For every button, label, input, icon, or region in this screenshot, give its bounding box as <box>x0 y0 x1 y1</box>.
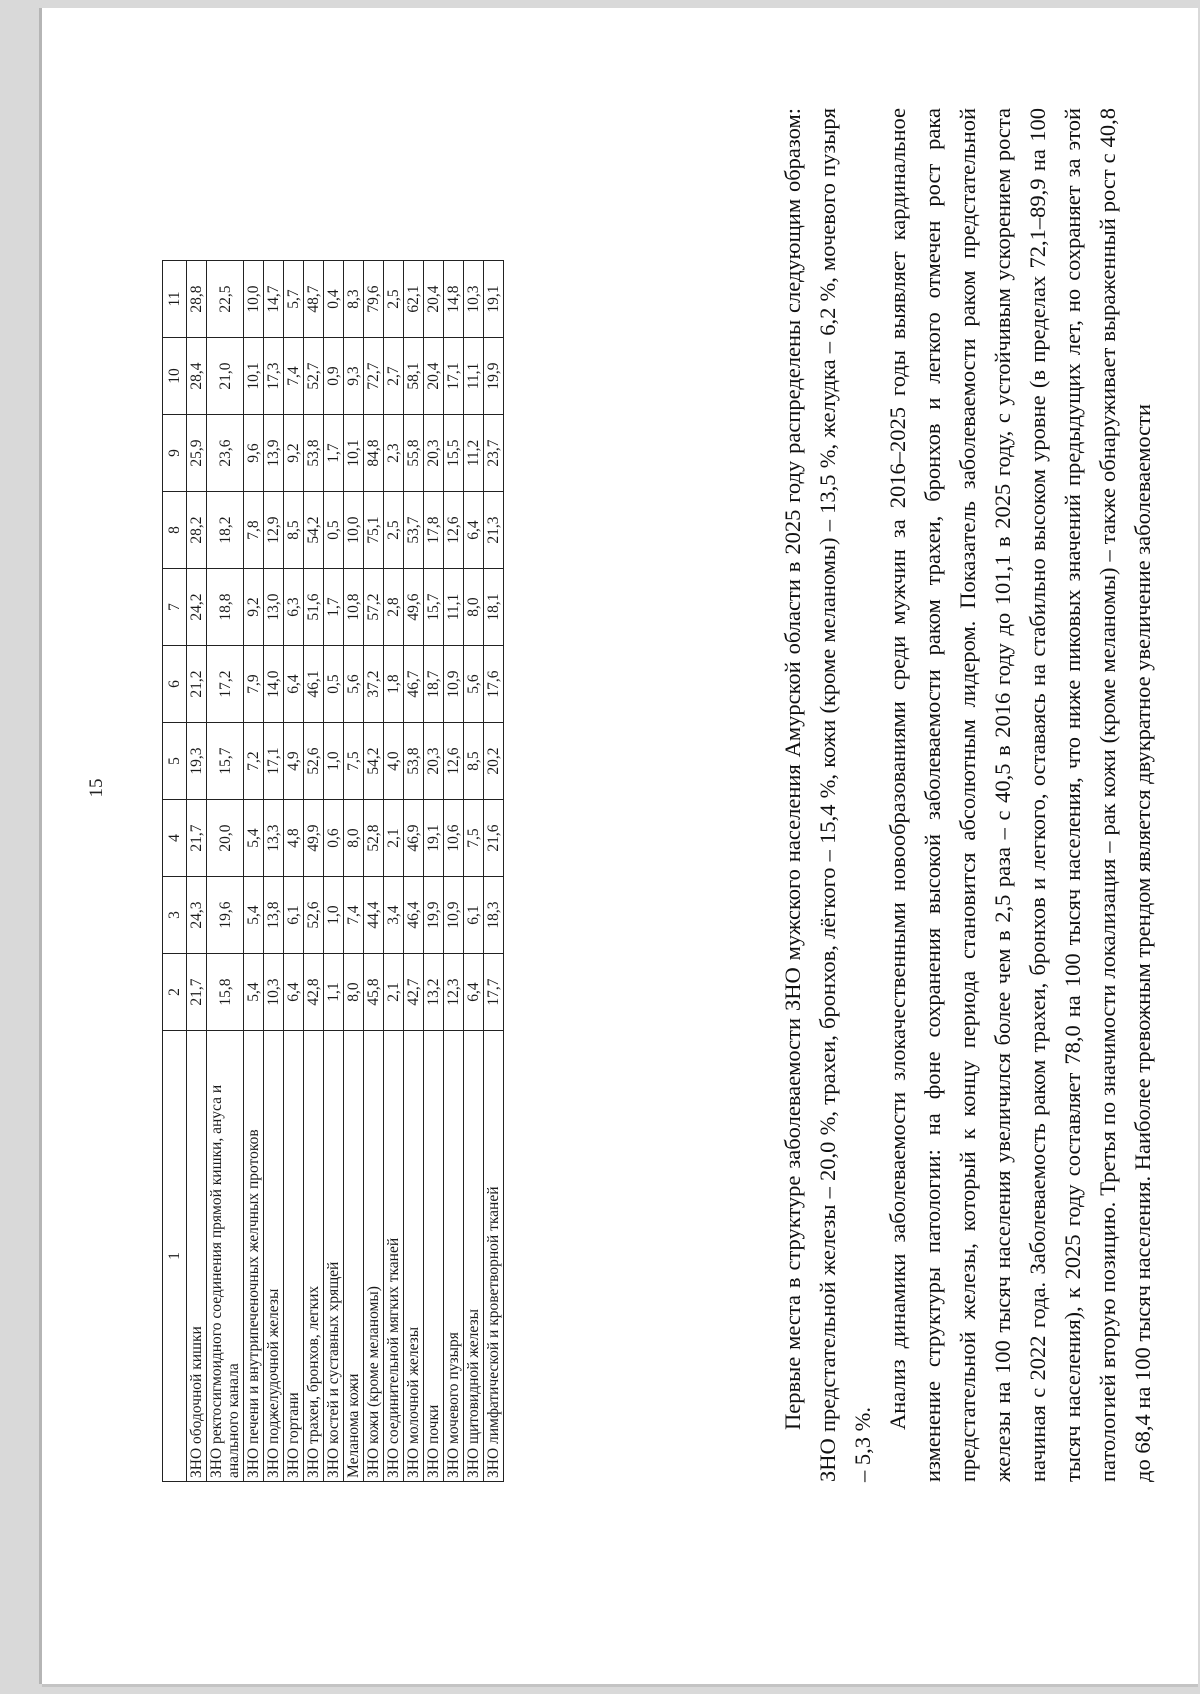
table-cell-value: 28,2 <box>187 492 207 569</box>
table-cell-value: 11,1 <box>444 569 464 646</box>
table-cell-value: 17,1 <box>264 723 284 800</box>
table-cell-value: 37,2 <box>364 646 384 723</box>
table-cell-value: 19,1 <box>424 800 444 877</box>
table-cell-value: 8,0 <box>344 800 364 877</box>
incidence-table <box>162 260 504 1482</box>
table-cell-value: 19,9 <box>424 877 444 954</box>
table-cell-value: 17,1 <box>444 338 464 415</box>
table-cell-value: 2,3 <box>384 415 404 492</box>
table-cell-value: 21,2 <box>187 646 207 723</box>
document-page <box>42 8 1198 1684</box>
table-cell-value: 53,8 <box>304 415 324 492</box>
table-cell-value: 1,7 <box>324 415 344 492</box>
table-cell-value: 20,3 <box>424 415 444 492</box>
rotated-content <box>42 8 1198 1568</box>
table-cell-value: 9,6 <box>244 415 264 492</box>
table-cell-value: 18,8 <box>207 569 244 646</box>
table-row <box>187 261 207 1482</box>
row-label: ЗНО кожи (кроме меланомы) <box>364 1031 384 1482</box>
table-cell-value: 2,1 <box>384 954 404 1031</box>
column-header-7: 7 <box>163 569 187 646</box>
table-cell-value: 84,8 <box>364 415 384 492</box>
table-cell-value: 6,3 <box>284 569 304 646</box>
table-cell-value: 46,4 <box>404 877 424 954</box>
table-cell-value: 5,6 <box>464 646 484 723</box>
table-cell-value: 49,6 <box>404 569 424 646</box>
table-cell-value: 13,2 <box>424 954 444 1031</box>
table-cell-value: 12,9 <box>264 492 284 569</box>
table-cell-value: 10,9 <box>444 877 464 954</box>
table-cell-value: 14,7 <box>264 261 284 338</box>
table-cell-value: 23,6 <box>207 415 244 492</box>
table-cell-value: 2,1 <box>384 800 404 877</box>
table-cell-value: 0,5 <box>324 492 344 569</box>
table-cell-value: 20,3 <box>424 723 444 800</box>
table-cell-value: 6,1 <box>464 877 484 954</box>
table-cell-value: 22,5 <box>207 261 244 338</box>
table-cell-value: 14,0 <box>264 646 284 723</box>
table-cell-value: 21,7 <box>187 800 207 877</box>
table-cell-value: 9,2 <box>244 569 264 646</box>
table-cell-value: 6,4 <box>464 954 484 1031</box>
table-cell-value: 18,1 <box>484 569 504 646</box>
row-label: Меланома кожи <box>344 1031 364 1482</box>
table-cell-value: 13,0 <box>264 569 284 646</box>
table-cell-value: 9,3 <box>344 338 364 415</box>
table-row <box>244 261 264 1482</box>
row-label: ЗНО печени и внутрипеченочных желчных протоков <box>244 1031 264 1482</box>
table-cell-value: 7,5 <box>344 723 364 800</box>
table-cell-value: 17,2 <box>207 646 244 723</box>
table-row <box>344 261 364 1482</box>
table-cell-value: 19,6 <box>207 877 244 954</box>
table-cell-value: 72,7 <box>364 338 384 415</box>
column-header-10: 10 <box>163 338 187 415</box>
table-cell-value: 15,8 <box>207 954 244 1031</box>
row-label: ЗНО трахеи, бронхов, легких <box>304 1031 324 1482</box>
table-cell-value: 24,2 <box>187 569 207 646</box>
table-cell-value: 13,8 <box>264 877 284 954</box>
table-row <box>324 261 344 1482</box>
table-cell-value: 52,7 <box>304 338 324 415</box>
table-cell-value: 20,0 <box>207 800 244 877</box>
table-cell-value: 6,4 <box>284 646 304 723</box>
table-cell-value: 14,8 <box>444 261 464 338</box>
table-cell-value: 54,2 <box>364 723 384 800</box>
table-cell-value: 51,6 <box>304 569 324 646</box>
table-cell-value: 21,0 <box>207 338 244 415</box>
table-cell-value: 20,2 <box>484 723 504 800</box>
table-cell-value: 1,0 <box>324 877 344 954</box>
table-cell-value: 52,6 <box>304 723 324 800</box>
table-cell-value: 55,8 <box>404 415 424 492</box>
incidence-table-container <box>162 260 504 1482</box>
table-cell-value: 11,1 <box>464 338 484 415</box>
table-cell-value: 19,3 <box>187 723 207 800</box>
column-header-2: 2 <box>163 954 187 1031</box>
table-row <box>207 261 244 1482</box>
table-cell-value: 9,2 <box>284 415 304 492</box>
column-header-8: 8 <box>163 492 187 569</box>
row-label: ЗНО соединительной мягких тканей <box>384 1031 404 1482</box>
table-cell-value: 52,6 <box>304 877 324 954</box>
table-cell-value: 7,9 <box>244 646 264 723</box>
table-header-row <box>163 261 187 1482</box>
table-cell-value: 0,6 <box>324 800 344 877</box>
table-cell-value: 20,4 <box>424 261 444 338</box>
table-cell-value: 21,6 <box>484 800 504 877</box>
table-cell-value: 13,3 <box>264 800 284 877</box>
table-cell-value: 17,3 <box>264 338 284 415</box>
table-cell-value: 8,5 <box>284 492 304 569</box>
table-row <box>404 261 424 1482</box>
table-row <box>384 261 404 1482</box>
table-row <box>424 261 444 1482</box>
table-cell-value: 1,8 <box>384 646 404 723</box>
table-cell-value: 6,4 <box>464 492 484 569</box>
table-row <box>364 261 384 1482</box>
table-cell-value: 2,8 <box>384 569 404 646</box>
column-header-11: 11 <box>163 261 187 338</box>
row-label: ЗНО молочной железы <box>404 1031 424 1482</box>
table-body <box>187 261 504 1482</box>
page-number: 15 <box>86 778 107 798</box>
table-cell-value: 52,8 <box>364 800 384 877</box>
table-cell-value: 18,3 <box>484 877 504 954</box>
table-cell-value: 3,4 <box>384 877 404 954</box>
table-cell-value: 75,1 <box>364 492 384 569</box>
table-cell-value: 10,1 <box>244 338 264 415</box>
table-cell-value: 18,7 <box>424 646 444 723</box>
table-cell-value: 24,3 <box>187 877 207 954</box>
table-row <box>444 261 464 1482</box>
table-cell-value: 28,8 <box>187 261 207 338</box>
table-row <box>484 261 504 1482</box>
table-cell-value: 7,5 <box>464 800 484 877</box>
table-cell-value: 1,7 <box>324 569 344 646</box>
row-label: ЗНО лимфатической и кроветворной тканей <box>484 1031 504 1482</box>
row-label: ЗНО гортани <box>284 1031 304 1482</box>
table-cell-value: 5,4 <box>244 877 264 954</box>
column-header-1: 1 <box>163 1031 187 1482</box>
row-label: ЗНО мочевого пузыря <box>444 1031 464 1482</box>
table-cell-value: 46,7 <box>404 646 424 723</box>
table-cell-value: 4,0 <box>384 723 404 800</box>
column-header-3: 3 <box>163 877 187 954</box>
table-cell-value: 2,5 <box>384 492 404 569</box>
row-label: ЗНО поджелудочной железы <box>264 1031 284 1482</box>
table-cell-value: 15,5 <box>444 415 464 492</box>
table-cell-value: 62,1 <box>404 261 424 338</box>
row-label: ЗНО почки <box>424 1031 444 1482</box>
table-cell-value: 10,0 <box>244 261 264 338</box>
table-cell-value: 45,8 <box>364 954 384 1031</box>
table-cell-value: 20,4 <box>424 338 444 415</box>
table-row <box>304 261 324 1482</box>
table-cell-value: 12,6 <box>444 492 464 569</box>
row-label: ЗНО щитовидной железы <box>464 1031 484 1482</box>
table-cell-value: 12,3 <box>444 954 464 1031</box>
table-cell-value: 5,6 <box>344 646 364 723</box>
table-cell-value: 10,3 <box>264 954 284 1031</box>
column-header-5: 5 <box>163 723 187 800</box>
row-label: ЗНО костей и суставных хрящей <box>324 1031 344 1482</box>
table-cell-value: 1,0 <box>324 723 344 800</box>
column-header-4: 4 <box>163 800 187 877</box>
table-cell-value: 8,0 <box>464 569 484 646</box>
table-cell-value: 2,7 <box>384 338 404 415</box>
table-cell-value: 10,0 <box>344 492 364 569</box>
table-cell-value: 1,1 <box>324 954 344 1031</box>
table-cell-value: 5,7 <box>284 261 304 338</box>
row-label: ЗНО ректосигмоидного соединения прямой кишки, ануса и анального канала <box>207 1031 244 1482</box>
table-cell-value: 42,7 <box>404 954 424 1031</box>
table-cell-value: 10,1 <box>344 415 364 492</box>
table-cell-value: 12,6 <box>444 723 464 800</box>
table-cell-value: 5,4 <box>244 800 264 877</box>
table-cell-value: 48,7 <box>304 261 324 338</box>
table-cell-value: 17,7 <box>484 954 504 1031</box>
paragraph-1: Первые места в структуре заболеваемости ЗНО мужского населения Амурской области в 2025 году распределены следующим образом: ЗНО предстательной железы – 20,0 %, трахеи, бронхов, лёгкого – 15,4 %, кожи (кроме меланомы) – 13,5 %, желудка – 6,2 %, мочевого пузыря – 5,3 %. <box>780 108 875 1482</box>
table-cell-value: 15,7 <box>424 569 444 646</box>
table-cell-value: 4,8 <box>284 800 304 877</box>
table-cell-value: 19,9 <box>484 338 504 415</box>
table-cell-value: 7,2 <box>244 723 264 800</box>
table-cell-value: 28,4 <box>187 338 207 415</box>
table-cell-value: 0,9 <box>324 338 344 415</box>
table-cell-value: 19,1 <box>484 261 504 338</box>
table-cell-value: 13,9 <box>264 415 284 492</box>
table-cell-value: 18,2 <box>207 492 244 569</box>
table-row <box>264 261 284 1482</box>
table-cell-value: 2,5 <box>384 261 404 338</box>
table-cell-value: 0,5 <box>324 646 344 723</box>
table-cell-value: 54,2 <box>304 492 324 569</box>
table-cell-value: 7,8 <box>244 492 264 569</box>
table-cell-value: 8,3 <box>344 261 364 338</box>
table-row <box>284 261 304 1482</box>
table-row <box>464 261 484 1482</box>
table-cell-value: 53,7 <box>404 492 424 569</box>
table-cell-value: 49,9 <box>304 800 324 877</box>
table-cell-value: 21,3 <box>484 492 504 569</box>
table-cell-value: 10,9 <box>444 646 464 723</box>
table-cell-value: 10,6 <box>444 800 464 877</box>
table-cell-value: 17,8 <box>424 492 444 569</box>
table-cell-value: 42,8 <box>304 954 324 1031</box>
table-cell-value: 8,5 <box>464 723 484 800</box>
table-cell-value: 8,0 <box>344 954 364 1031</box>
table-cell-value: 23,7 <box>484 415 504 492</box>
row-label: ЗНО ободочной кишки <box>187 1031 207 1482</box>
table-cell-value: 58,1 <box>404 338 424 415</box>
table-cell-value: 5,4 <box>244 954 264 1031</box>
table-cell-value: 57,2 <box>364 569 384 646</box>
table-cell-value: 10,8 <box>344 569 364 646</box>
column-header-6: 6 <box>163 646 187 723</box>
table-cell-value: 6,4 <box>284 954 304 1031</box>
table-cell-value: 15,7 <box>207 723 244 800</box>
body-text <box>775 108 1160 1482</box>
table-cell-value: 17,6 <box>484 646 504 723</box>
table-cell-value: 79,6 <box>364 261 384 338</box>
table-cell-value: 0,4 <box>324 261 344 338</box>
table-cell-value: 11,2 <box>464 415 484 492</box>
table-cell-value: 10,3 <box>464 261 484 338</box>
table-cell-value: 53,8 <box>404 723 424 800</box>
table-cell-value: 7,4 <box>344 877 364 954</box>
table-cell-value: 6,1 <box>284 877 304 954</box>
paragraph-2: Анализ динамики заболеваемости злокачественными новообразованиями среди мужчин за 2016–2025 годы выявляет кардинальное изменение структуры патологии: на фоне сохранения высокой заболеваемости раком трахеи, бронхов и легкого отмечен рост рака предстательной железы, который к концу периода становится абсолютным лидером. Показатель заболеваемости раком предстательной железы на 100 тысяч населения увеличился более чем в 2,5 раза – с 40,5 в 2016 году до 101,1 в 2025 году, с устойчивым ускорением роста начиная с 2022 года. Заболеваемость раком трахеи, бронхов и легкого, оставаясь на стабильно высоком уровне (в пределах 72,1–89,9 на 100 тысяч населения), к 2025 году составляет 78,0 на 100 тысяч населения, что ниже пиковых значений предыдущих лет, но сохраняет за этой патологией вторую позицию. Третья по значимости локализация – рак кожи (кроме меланомы) – также обнаруживает выраженный рост с 40,8 до 68,4 на 100 тысяч населения. Наиболее тревожным трендом является двукратное увеличение заболеваемости <box>885 108 1155 1482</box>
table-cell-value: 46,1 <box>304 646 324 723</box>
table-cell-value: 7,4 <box>284 338 304 415</box>
table-cell-value: 46,9 <box>404 800 424 877</box>
column-header-9: 9 <box>163 415 187 492</box>
table-cell-value: 21,7 <box>187 954 207 1031</box>
table-cell-value: 44,4 <box>364 877 384 954</box>
table-cell-value: 4,9 <box>284 723 304 800</box>
table-cell-value: 25,9 <box>187 415 207 492</box>
